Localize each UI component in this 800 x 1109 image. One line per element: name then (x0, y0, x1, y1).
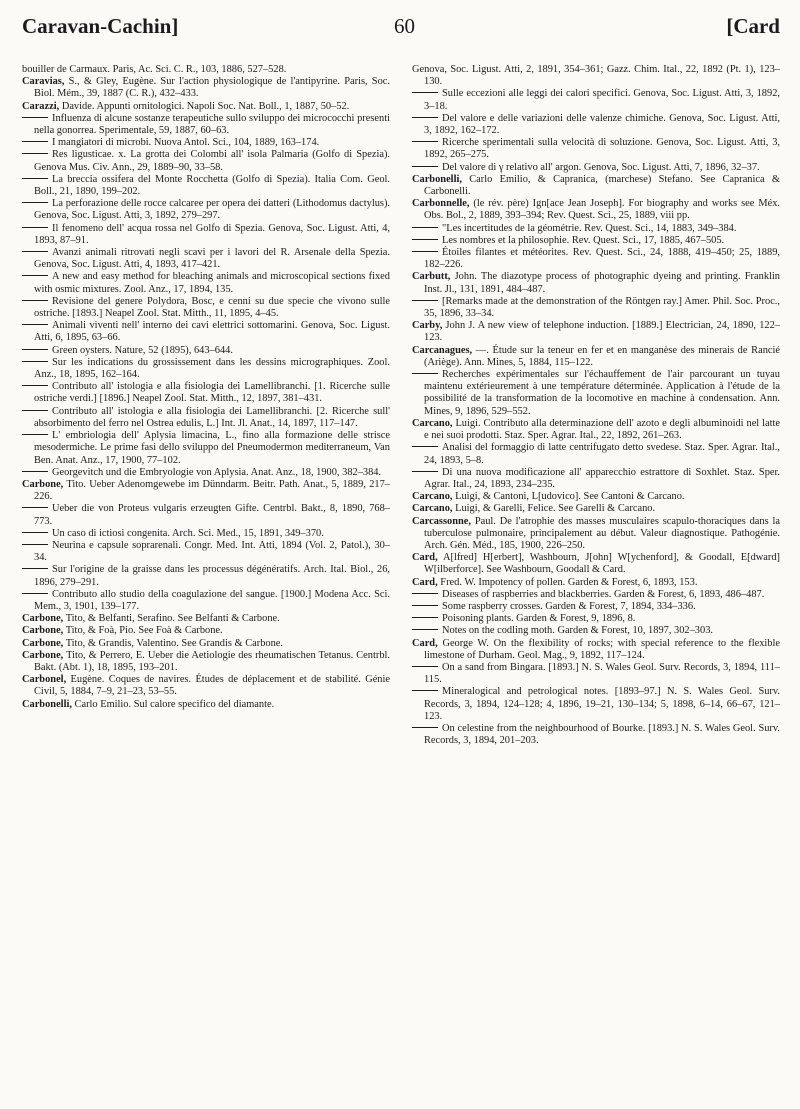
running-header (22, 14, 780, 44)
entry-text: Tito, & Grandis, Valentino. See Grandis & Carbone. (63, 637, 284, 649)
entry-text: Luigi, & Cantoni, L[udovico]. See Cantoni & Carcano. (452, 491, 685, 503)
entry-text: S., & Gley, Eugène. Sur l'action physiologique de l'antipyrine. Paris, Soc. Biol. Mém., 39, 1887 (C. R.), 432–433. (34, 76, 390, 100)
header-range-start: Caravan-Cachin] (22, 14, 179, 38)
entry-text: Ueber die von Proteus vulgaris erzeugten Gifte. Centrbl. Bakt., 8, 1890, 768–773. (34, 503, 390, 527)
entry-text: Contributo all' istologia e alla fisiologia dei Lamellibranchi. [1. Ricerche sulle ostriche verdi.] [1896.] Neapel Zool. Stat. Mitth., 12, 1897, 381–431. (34, 381, 390, 405)
entry-text: Il fenomeno dell' acqua rossa nel Golfo di Spezia. Genova, Soc. Ligust. Atti, 4, 1893, 87–91. (34, 222, 390, 246)
ditto-dash (412, 92, 438, 93)
bibliography-entry (22, 699, 390, 711)
ditto-dash (412, 690, 438, 691)
bibliography-entry (412, 503, 780, 515)
bibliography-entry (22, 528, 390, 540)
bibliography-entry (412, 516, 780, 553)
entry-text: Diseases of raspberries and blackberries. Garden & Forest, 6, 1893, 486–487. (442, 588, 765, 600)
entry-text: Avanzi animali ritrovati negli scavi per i lavori del R. Arsenale della Spezia. Genova, Soc. Ligust. Atti, 4, 1893, 417–421. (34, 247, 390, 271)
entry-text: Analisi del formaggio di latte centrifugato detto svedese. Staz. Sper. Agrar. Ital., 24, 1893, 5–8. (424, 442, 780, 466)
ditto-dash (22, 471, 48, 472)
entry-author: Caravias, (22, 76, 65, 88)
bibliography-entry (412, 613, 780, 625)
entry-author: Card, (412, 576, 438, 588)
bibliography-entry (412, 174, 780, 198)
entry-author: Carbone, (22, 637, 64, 649)
bibliography-entry (22, 406, 390, 430)
entry-text: La perforazione delle rocce calcaree per opera dei datteri (Lithodomus dactylus). Genova, Soc. Ligust. Atti, 3, 1892, 279–297. (34, 198, 390, 222)
bibliography-entry (22, 149, 390, 173)
ditto-dash (412, 251, 438, 252)
entry-text: Sulle eccezioni alle leggi dei calori specifici. Genova, Soc. Ligust. Atti, 3, 1892, 3–18. (424, 88, 780, 112)
bibliography-entry (412, 320, 780, 344)
bibliography-entry (22, 638, 390, 650)
entry-text: Del valore di γ relativo all' argon. Genova, Soc. Ligust. Atti, 7, 1896, 32–37. (442, 161, 760, 173)
entry-author: Carbone, (22, 625, 64, 637)
entry-text: John J. A new view of telephone induction. [1889.] Electrician, 24, 1890, 122–123. (424, 320, 780, 344)
ditto-dash (22, 117, 48, 118)
columns (22, 64, 780, 747)
ditto-dash (22, 434, 48, 435)
entry-text: [Remarks made at the demonstration of the Röntgen ray.] Amer. Phil. Soc. Proc., 35, 1896, 33–34. (424, 295, 780, 320)
bibliography-entry (412, 467, 780, 491)
left-column (22, 64, 390, 747)
bibliography-entry (412, 345, 780, 369)
entry-author: Carbone, (22, 613, 64, 625)
bibliography-entry (412, 296, 780, 320)
entry-text: Luigi, & Garelli, Felice. See Garelli & Carcano. (452, 503, 656, 515)
entry-text: Notes on the codling moth. Garden & Forest, 10, 1897, 302–303. (442, 625, 713, 637)
ditto-dash (412, 593, 438, 594)
bibliography-entry (412, 223, 780, 235)
bibliography-entry (412, 418, 780, 442)
entry-text: Georgevitch und die Embryologie von Aplysia. Anat. Anz., 18, 1900, 382–384. (52, 466, 382, 478)
entry-text: Neurina e capsule soprarenali. Congr. Med. Int. Atti, 1894 (Vol. 2, Patol.), 30–34. (34, 539, 390, 564)
bibliography-entry (412, 64, 780, 88)
ditto-dash (22, 251, 48, 252)
entry-text: John. The diazotype process of photographic dyeing and printing. Franklin Inst. Jl., 131, 1891, 484–487. (424, 271, 780, 295)
bibliography-entry (22, 296, 390, 320)
ditto-dash (22, 178, 48, 179)
entry-text: La breccia ossifera del Monte Rocchetta (Golfo di Spezia). Italia Com. Geol. Boll., 21, 1890, 199–202. (34, 173, 390, 198)
ditto-dash (412, 629, 438, 630)
bibliography-entry (412, 723, 780, 747)
bibliography-entry (22, 381, 390, 405)
entry-text: "Les incertitudes de la géométrie. Rev. Quest. Sci., 14, 1883, 349–384. (442, 222, 737, 234)
entry-text: Les nombres et la philosophie. Rev. Quest. Sci., 17, 1885, 467–505. (442, 234, 725, 246)
entry-author: Card, (412, 637, 438, 649)
bibliography-entry (22, 345, 390, 357)
ditto-dash (412, 117, 438, 118)
bibliography-entry (412, 369, 780, 418)
entry-text: Del valore e delle variazioni delle valenze chimiche. Genova, Soc. Ligust. Atti, 3, 1892, 162–172. (424, 112, 780, 137)
entry-text: Sur les indications du grossissement dans les dessins micrographiques. Zool. Anz., 18, 1895, 162–164. (34, 356, 390, 381)
entry-text: Influenza di alcune sostanze terapeutiche sullo sviluppo dei micrococchi presenti nella gonorrea. Sperimentale, 59, 1887, 60–63. (34, 112, 390, 137)
bibliography-entry (22, 247, 390, 271)
entry-text: A[lfred] H[erbert], Washbourn, J[ohn] W[ychenford], & Goodall, E[dward] W[ilberforce]. See Washbourn, Goodall & Card. (424, 552, 780, 576)
ditto-dash (22, 532, 48, 533)
entry-author: Carcano, (412, 491, 453, 503)
bibliography-entry (412, 625, 780, 637)
ditto-dash (412, 373, 438, 374)
bibliography-entry (412, 552, 780, 576)
entry-author: Carazzi, (22, 100, 60, 112)
ditto-dash (412, 605, 438, 606)
entry-text: Tito, & Belfanti, Serafino. See Belfanti & Carbone. (63, 613, 280, 625)
page-number: 60 (394, 14, 415, 38)
bibliography-entry (22, 76, 390, 100)
entry-text: A new and easy method for bleaching animals and microscopical sections fixed with osmic mixtures. Zool. Anz., 17, 1894, 135. (34, 271, 390, 295)
ditto-dash (412, 471, 438, 472)
entry-text: Contributo all' istologia e alla fisiologia dei Lamellibranchi. [2. Ricerche sull' absorbimento del ferro nel Ostrea edulis, L.] Int. Jl. Anat., 14, 1897, 117–147. (34, 405, 390, 429)
bibliography-entry (22, 613, 390, 625)
bibliography-entry (22, 540, 390, 564)
entry-text: Tito, & Foà, Pio. See Foà & Carbone. (63, 625, 223, 637)
bibliography-entry (412, 577, 780, 589)
ditto-dash (412, 617, 438, 618)
bibliography-entry (412, 247, 780, 271)
entry-text: Revisione del genere Polydora, Bosc, e cenni su due specie che vivono sulle ostriche. [1893.] Neapel Zool. Stat. Mitth., 11, 1895, 4–45. (34, 295, 390, 320)
entry-text: Ricerche sperimentali sulla velocità di soluzione. Genova, Soc. Ligust. Atti, 3, 1892, 265–275. (424, 137, 780, 161)
ditto-dash (22, 141, 48, 142)
ditto-dash (22, 385, 48, 386)
bibliography-entry (412, 662, 780, 686)
ditto-dash (22, 300, 48, 301)
ditto-dash (412, 239, 438, 240)
ditto-dash (412, 166, 438, 167)
entry-text: Mineralogical and petrological notes. [1893–97.] N. S. Wales Geol. Surv. Records, 3, 1894, 124–128; 4, 1896, 19–21, 130–134; 5, 1898, 6–14, 66–67, 121–123. (424, 686, 780, 722)
ditto-dash (412, 141, 438, 142)
bibliography-entry (412, 589, 780, 601)
bibliography-entry (22, 271, 390, 295)
entry-text: Tito. Ueber Adenomgewebe im Dünndarm. Beitr. Path. Anat., 5, 1889, 217–226. (34, 478, 390, 503)
entry-author: Carbonelli, (22, 698, 72, 710)
ditto-dash (22, 202, 48, 203)
bibliography-entry (412, 88, 780, 112)
entry-author: Carbonelli, (412, 173, 462, 185)
bibliography-entry (22, 198, 390, 222)
entry-text: Green oysters. Nature, 52 (1895), 643–644. (52, 344, 233, 356)
entry-author: Carbone, (22, 649, 64, 661)
entry-text: (le rév. père) Ign[ace Jean Joseph]. For biography and works see Méx. Obs. Bol., 2, 1889, 393–394; Rev. Quest. Sci., 25, 1889, viii pp. (424, 198, 780, 222)
entry-author: Carby, (412, 320, 443, 332)
bibliography-entry (22, 357, 390, 381)
header-range-end: [Card (726, 14, 780, 38)
entry-text: Recherches expérimentales sur l'échauffement de l'air parcourant un tuyau maintenu extérieurement à une température déterminée. Application à l'étude de la possibilité de la transformation de la locomotive en machine à condensation. Ann. Mines, 9, 1896, 529–552. (424, 369, 780, 417)
bibliography-entry (22, 174, 390, 198)
bibliography-entry (412, 491, 780, 503)
entry-text: Contributo allo studio della coagulazione del sangue. [1900.] Modena Acc. Sci. Mem., 3, 1901, 139–177. (34, 588, 390, 612)
entry-text: L' embriologia dell' Aplysia limacina, L., fino alla formazione delle strisce mesodermiche. Le prime fasi dello sviluppo del Pneumodermon mediterraneum, Van Ben. Anat. Anz., 17, 1900, 77–102. (34, 430, 390, 466)
entry-text: bouiller de Carmaux. Paris, Ac. Sci. C. R., 103, 1886, 527–528. (22, 64, 287, 75)
bibliography-entry (22, 650, 390, 674)
bibliography-entry (412, 442, 780, 466)
bibliography-entry (412, 198, 780, 222)
entry-text: Carlo Emilio, & Capranica, (marchese) Stefano. See Capranica & Carbonelli. (424, 173, 780, 198)
entry-text: Sur l'origine de la graisse dans les processus dégénératifs. Arch. Ital. Biol., 26, 1896, 279–291. (34, 564, 390, 588)
entry-text: Tito, & Perrero, E. Ueber die Aetiologie des rheumatischen Tetanus. Centrbl. Bakt. (Abt. 1), 18, 1895, 193–201. (34, 649, 390, 673)
bibliography-entry (22, 479, 390, 503)
entry-text: —. Étude sur la teneur en fer et en manganèse des minerais de Rancié (Ariège). Ann. Mines, 5, 1884, 115–122. (424, 344, 780, 368)
entry-text: Genova, Soc. Ligust. Atti, 2, 1891, 354–361; Gazz. Chim. Ital., 22, 1892 (Pt. 1), 123–130. (412, 64, 780, 88)
entry-text: Some raspberry crosses. Garden & Forest, 7, 1894, 334–336. (442, 600, 696, 612)
ditto-dash (412, 727, 438, 728)
entry-author: Carbonel, (22, 674, 67, 686)
right-column (412, 64, 780, 747)
bibliography-entry (22, 113, 390, 137)
bibliography-entry (22, 64, 390, 76)
ditto-dash (412, 666, 438, 667)
bibliography-entry (412, 235, 780, 247)
bibliography-entry (412, 601, 780, 613)
entry-author: Carbone, (22, 478, 64, 490)
bibliography-entry (22, 320, 390, 344)
entry-author: Carbutt, (412, 271, 451, 283)
bibliography-entry (22, 430, 390, 467)
entry-text: Étoiles filantes et météorites. Rev. Quest. Sci., 24, 1888, 419–450; 25, 1889, 182–226. (424, 247, 780, 271)
entry-text: Eugène. Coques de navires. Études de déplacement et de stabilité. Génie Civil, 5, 1884, 7–9, 21–23, 53–55. (34, 674, 390, 698)
ditto-dash (22, 275, 48, 276)
entry-author: Carcassonne, (412, 515, 471, 527)
entry-text: Fred. W. Impotency of pollen. Garden & Forest, 6, 1893, 153. (437, 576, 698, 588)
entry-author: Carbonnelle, (412, 198, 470, 210)
bibliography-entry (412, 137, 780, 161)
ditto-dash (22, 361, 48, 362)
ditto-dash (412, 446, 438, 447)
bibliography-entry (412, 113, 780, 137)
entry-text: Animali viventi nell' interno dei cavi elettrici sottomarini. Genova, Soc. Ligust. Atti, 6, 1895, 63–66. (34, 320, 390, 344)
bibliography-entry (22, 674, 390, 698)
ditto-dash (22, 410, 48, 411)
entry-text: On celestine from the neighbourhood of Bourke. [1893.] N. S. Wales Geol. Surv. Records, 3, 1894, 201–203. (424, 722, 780, 747)
ditto-dash (22, 153, 48, 154)
entry-text: George W. On the flexibility of rocks; with special reference to the flexible limestone of Durham. Geol. Mag., 9, 1892, 117–124. (424, 637, 780, 661)
ditto-dash (22, 349, 48, 350)
bibliography-entry (412, 162, 780, 174)
entry-text: Carlo Emilio. Sul calore specifico del diamante. (71, 698, 275, 710)
ditto-dash (22, 568, 48, 569)
entry-text: On a sand from Bingara. [1893.] N. S. Wales Geol. Surv. Records, 3, 1894, 111–115. (424, 661, 780, 686)
bibliography-entry (412, 638, 780, 662)
ditto-dash (22, 544, 48, 545)
ditto-dash (22, 593, 48, 594)
ditto-dash (412, 227, 438, 228)
entry-author: Carcanagues, (412, 344, 473, 356)
bibliography-entry (22, 589, 390, 613)
entry-author: Carcano, (412, 417, 453, 429)
entry-author: Card, (412, 552, 438, 564)
bibliography-entry (22, 137, 390, 149)
bibliography-entry (22, 503, 390, 527)
bibliography-entry (412, 686, 780, 723)
entry-author: Carcano, (412, 503, 453, 515)
bibliography-entry (22, 101, 390, 113)
bibliography-entry (22, 625, 390, 637)
ditto-dash (22, 324, 48, 325)
entry-text: Davide. Appunti ornitologici. Napoli Soc. Nat. Boll., 1, 1887, 50–52. (59, 100, 350, 112)
entry-text: Poisoning plants. Garden & Forest, 9, 1896, 8. (442, 613, 636, 625)
entry-text: Di una nuova modificazione all' apparecchio estrattore di Soxhlet. Staz. Sper. Agrar. Ital., 24, 1893, 234–235. (424, 466, 780, 490)
bibliography-entry (412, 271, 780, 295)
entry-text: Un caso di ictiosi congenita. Arch. Sci. Med., 15, 1891, 349–370. (52, 527, 324, 539)
bibliography-entry (22, 564, 390, 588)
entry-text: Luigi. Contributo alla determinazione dell' azoto e degli albuminoidi nel latte e nei suoi prodotti. Staz. Sper. Agrar. Ital., 22, 1892, 261–263. (424, 417, 780, 442)
entry-text: I mangiatori di microbi. Nuova Antol. Sci., 104, 1889, 163–174. (52, 137, 320, 149)
ditto-dash (412, 300, 438, 301)
bibliography-entry (22, 223, 390, 247)
entry-text: Paul. De l'atrophie des masses musculaires scapulo-thoraciques dans la tuberculose pulmonaire, principalement au début. Valeur diagnostique. Pathogénie. Arch. Gén. Méd., 185, 1900, 226–250. (424, 515, 780, 551)
bibliography-entry (22, 467, 390, 479)
entry-text: Res ligusticae. x. La grotta dei Colombi all' isola Palmaria (Golfo di Spezia). Genova Mus. Civ. Ann., 29, 1889–90, 33–58. (34, 149, 390, 173)
ditto-dash (22, 507, 48, 508)
ditto-dash (22, 227, 48, 228)
